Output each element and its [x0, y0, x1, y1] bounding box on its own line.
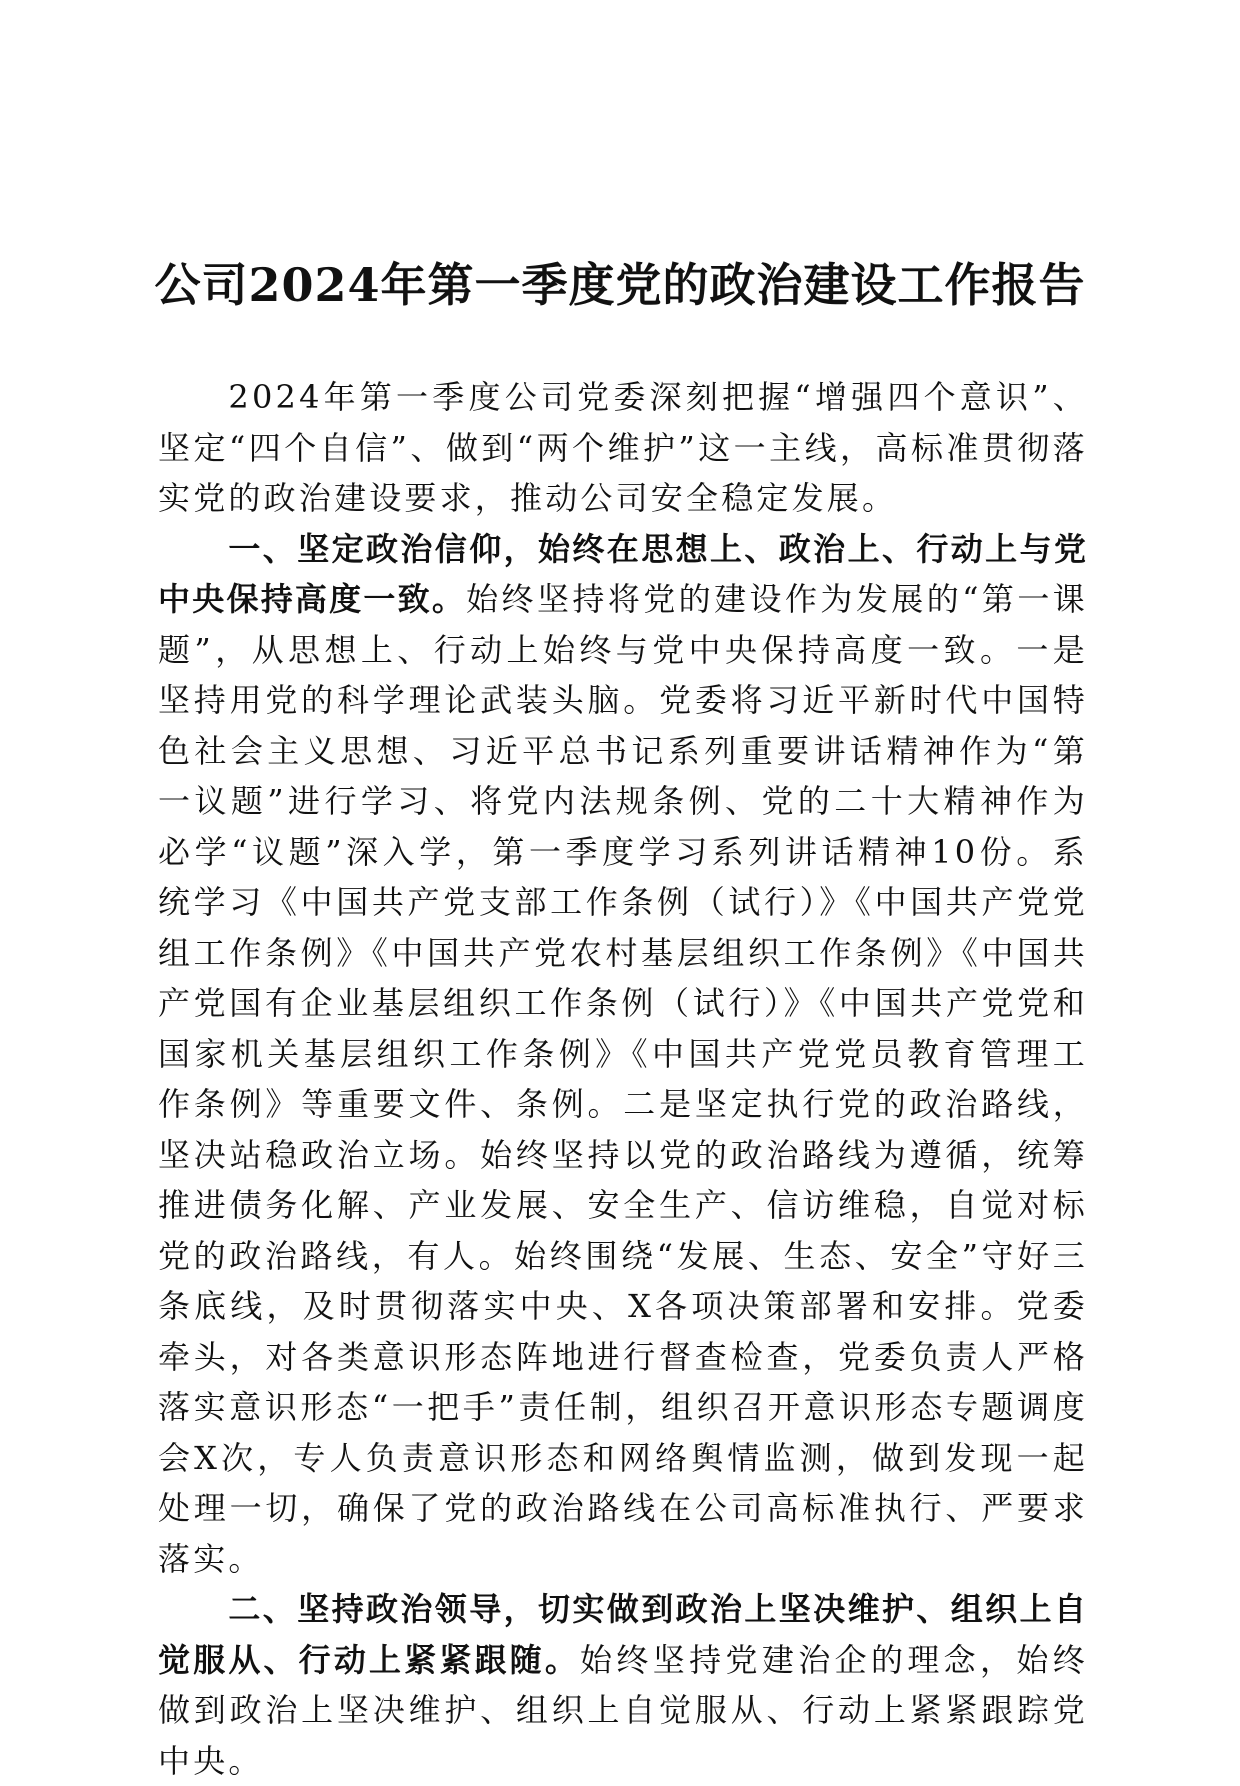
intro-paragraph: 2024年第一季度公司党委深刻把握“增强四个意识”、坚定“四个自信”、做到“两个维护”这一主线，高标准贯彻落实党的政治建设要求，推动公司安全稳定发展。	[158, 378, 1088, 517]
document-title: 公司2024年第一季度党的政治建设工作报告	[154, 258, 1086, 312]
section-body-2: 始终坚持党建治企的理念，始终做到政治上坚决维护、组织上自觉服从、行动上紧紧跟踪党中央。	[158, 1640, 1088, 1780]
section-body-1: 始终坚持将党的建设作为发展的“第一课题”，从思想上、行动上始终与党中央保持高度一致。一是坚持用党的科学理论武装头脑。党委将习近平新时代中国特色社会主义思想、习近平总书记系列重要讲话精神作为“第一议题”进行学习、将党内法规条例、党的二十大精神作为必学“议题”深入学，第一季度学习系列讲话精神10份。系统学习《中国共产党支部工作条例（试行）》《中国共产党党组工作条例》《中国共产党农村基层组织工作条例》《中国共产党国有企业基层组织工作条例（试行）》《中国共产党党和国家机关基层组织工作条例》《中国共产党党员教育管理工作条例》等重要文件、条例。二是坚定执行党的政治路线，坚决站稳政治立场。始终坚持以党的政治路线为遵循，统筹推进债务化解、产业发展、安全生产、信访维稳，自觉对标党的政治路线，有人。始终围绕“发展、生态、安全”守好三条底线，及时贯彻落实中央、X各项决策部署和安排。党委牵头，对各类意识形态阵地进行督查检查，党委负责人严格落实意识形态“一把手”责任制，组织召开意识形态专题调度会X次，专人负责意识形态和网络舆情监测，做到发现一起处理一切，确保了党的政治路线在公司高标准执行、严要求落实。	[158, 580, 1088, 1578]
document-body	[158, 372, 1088, 1786]
section-paragraph-1	[158, 524, 1088, 1585]
section-heading-2: 二、坚持政治领导，切实做到政治上坚决维护、组织上自觉服从、行动上紧紧跟随。	[158, 1590, 1088, 1679]
section-paragraph-2	[158, 1584, 1088, 1786]
section-heading-1: 一、坚定政治信仰，始终在思想上、政治上、行动上与党中央保持高度一致。	[158, 529, 1088, 618]
